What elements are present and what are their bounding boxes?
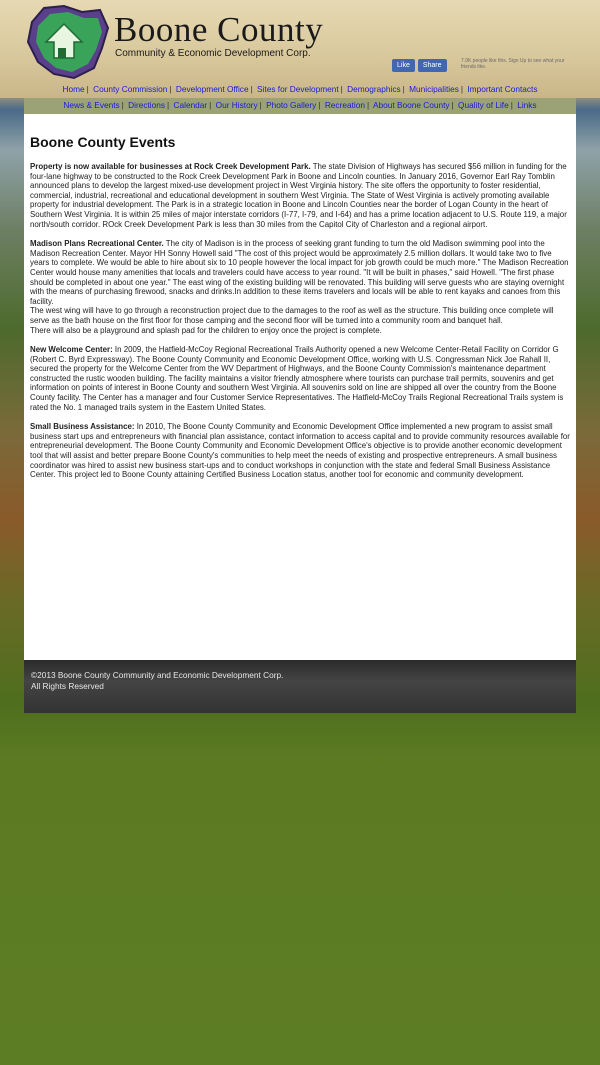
article-rock-creek: [30, 162, 570, 229]
nav-recreation[interactable]: Recreation: [324, 100, 365, 110]
site-title: Boone County: [114, 10, 324, 49]
nav-separator: |: [259, 100, 262, 110]
nav-separator: |: [318, 100, 321, 110]
article-body: The city of Madison is in the process of seeking grant funding to turn the old Madison swimming pool into the Madison Recreation Center. Mayor HH Sonny Howell said "The cost of this project would be approximately 2.5 million dollars. It would take two to five years to complete. We would be able to hire about six to 10 people however the local impact for job growth could be much more." The Madison Recreation Center would house many amenities that locals and travelers could have access to year round. "It will be built in phases," said Howell. "The first phase should be completed in about one year." The east wing of the existing building will be renovated. This building will serve guests who are staying overnight with the means of purchasing firewood, snacks and drinks.In addition to these items travelers and locals will be able to rent kayaks and canoes from this facility.: [30, 239, 569, 306]
nav-sites-for-development[interactable]: Sites for Development: [257, 84, 339, 94]
nav-separator: |: [167, 100, 170, 110]
nav-about-boone-county[interactable]: About Boone County: [372, 100, 450, 110]
article-madison-extra-1: The west wing will have to go through a reconstruction project due to the damages to the roof as well as the structure. This building once complete will serve as the bath house on the first floor for those camping and the second floor will be turned into a community room and banquet hall.: [30, 306, 554, 325]
nav-separator: |: [209, 100, 212, 110]
nav-municipalities[interactable]: Municipalities: [409, 84, 459, 94]
county-map-logo-icon[interactable]: [24, 2, 110, 82]
nav-separator: |: [402, 84, 405, 94]
secondary-nav: [24, 98, 576, 114]
article-small-business: [30, 422, 570, 480]
article-heading: Small Business Assistance:: [30, 422, 135, 432]
facebook-like-button[interactable]: Like: [392, 59, 415, 72]
article-madison-extra-2: There will also be a playground and splash pad for the children to enjoy once the project is complete.: [30, 325, 382, 335]
content-panel: [24, 114, 576, 648]
page-title: Boone County Events: [30, 134, 176, 150]
nav-directions[interactable]: Directions: [128, 100, 166, 110]
article-madison: [30, 239, 570, 306]
article-body: The state Division of Highways has secured $56 million in funding for the four-lane highway to be constructed to the Rock Creek Development Park in Boone and Lincoln counties. In January 2016, Governor Earl Ray Tomblin announced plans to develop the largest mixed-use development project in West Virginia history. The site offers the opportunity to foster residential, commercial, industrial, recreational and educational development in southern West Virginia. The State of West Virginia is actively promoting available property for industrial development. The Park is in a strategic location in Boone and Lincoln Counties near the border of Logan County in the heart of Southern West Virginia. It is within 25 miles of major interstate corridors (I-77, I-79, and I-64) and has a prime location adjacent to U.S. Route 119, a major north/south corridor. ROck Creek Development Park is less than 30 miles from the Capitol City of Charleston and a regional airport.: [30, 162, 567, 229]
nav-development-office[interactable]: Development Office: [175, 84, 249, 94]
article-body: In 2010, The Boone County Community and Economic Development Office implemented a new program to assist small business start ups and entrepreneurs with financial plan assistance, contact information to access capital and to provide community resources available for entrepreneurial development. The Boone County Community and Economic Development Office's objective is to provide another economic development tool that will assist and better prepare Boone County's communities to help meet the needs of existing and prospective entrepreneurs. A small business coordinator was hired to assist new business start-ups and to conduct workshops in conjunction with the state and federal Small Business Assistance Center. This project led to Boone County attaining Certified Business Location status, another tool for economic and community development.: [30, 422, 570, 480]
article-welcome-center: [30, 345, 570, 412]
site-subtitle: Community & Economic Development Corp.: [115, 48, 311, 59]
nav-home[interactable]: Home: [62, 84, 85, 94]
article-heading: New Welcome Center:: [30, 345, 113, 355]
facebook-share-button[interactable]: Share: [418, 59, 447, 72]
primary-nav: [0, 84, 600, 98]
nav-separator: |: [366, 100, 370, 110]
nav-calendar[interactable]: Calendar: [173, 100, 208, 110]
nav-news-events[interactable]: News & Events: [63, 100, 120, 110]
nav-links[interactable]: Links: [517, 100, 537, 110]
nav-important-contacts[interactable]: Important Contacts: [467, 84, 538, 94]
nav-separator: |: [86, 84, 89, 94]
nav-separator: |: [121, 100, 124, 110]
site-footer: [24, 660, 576, 713]
article-heading: Madison Plans Recreational Center.: [30, 239, 164, 249]
nav-separator: |: [340, 84, 343, 94]
nav-photo-gallery[interactable]: Photo Gallery: [266, 100, 317, 110]
nav-county-commission[interactable]: County Commission: [93, 84, 168, 94]
footer-rights: All Rights Reserved: [31, 681, 104, 691]
nav-quality-of-life[interactable]: Quality of Life: [458, 100, 509, 110]
article-heading: Property is now available for businesses at Rock Creek Development Park.: [30, 162, 311, 171]
facebook-like-note: 7.9K people like this. Sign Up to see what your friends like.: [461, 58, 565, 70]
nav-separator: |: [510, 100, 513, 110]
nav-demographics[interactable]: Demographics: [347, 84, 401, 94]
nav-separator: |: [451, 100, 454, 110]
nav-separator: |: [250, 84, 253, 94]
nav-our-history[interactable]: Our History: [215, 100, 258, 110]
article-body: In 2009, the Hatfield-McCoy Regional Recreational Trails Authority opened a new Welcome Center-Retail Facility on Corridor G (Robert C. Byrd Expressway). The Boone County Community and Economic Development Office, working with U.S. Congressman Nick Joe Rahall II, secured the property for the Welcome Center from the WV Department of Highways, and the Boone County Commission's maintenance department constructed the rustic wooden building. The facility maintains a visitor friendly atmosphere where tourists can purchase trail permits, souvenirs and get information on points of interest in Boone County and southern West Virginia. All souvenirs sold on line are shipped all over the country from the Boone County facility. The Center has a manager and four Customer Service Representatives. The Hatfield-McCoy Trails Regional Recreational Trails system is rated the No. 1 managed trails system in the Eastern United States.: [30, 345, 564, 412]
nav-separator: |: [460, 84, 464, 94]
facebook-widget: [392, 59, 447, 72]
footer-copyright: ©2013 Boone County Community and Economic Development Corp.: [31, 670, 284, 680]
nav-separator: |: [169, 84, 172, 94]
